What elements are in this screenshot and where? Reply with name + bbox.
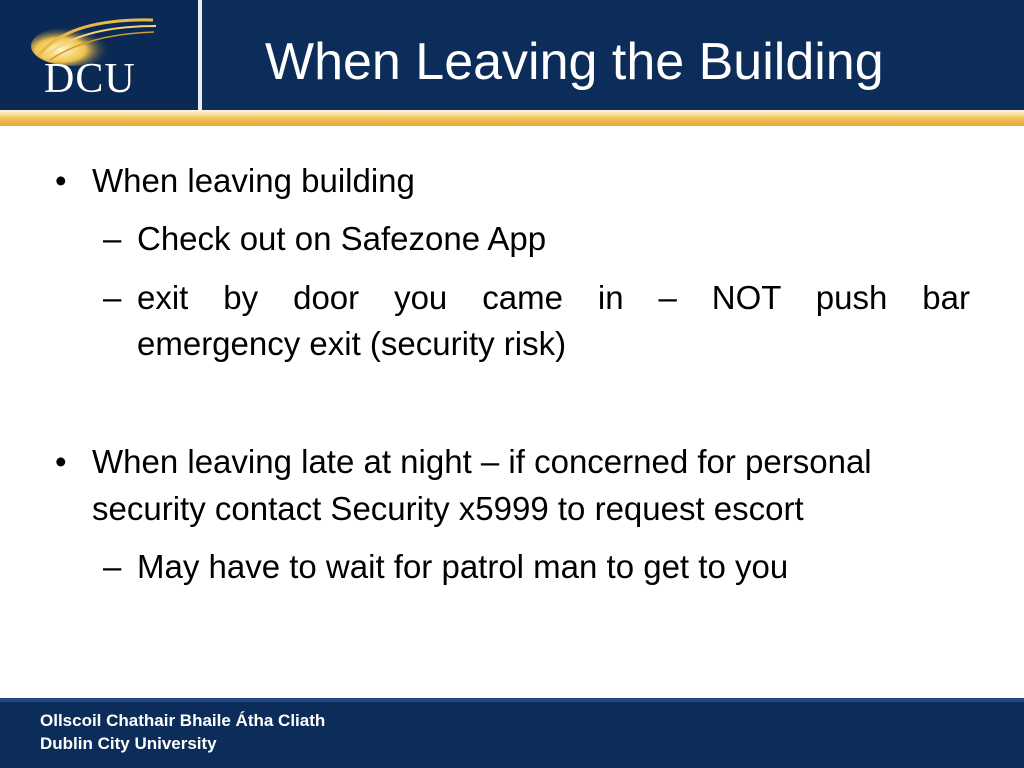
bullet-icon: •: [55, 162, 67, 199]
bullet-item-text-continued: security contact Security x5999 to request escort: [92, 490, 804, 527]
page-title: When Leaving the Building: [265, 33, 884, 91]
bullet-item-text: When leaving late at night – if concerned for personal: [92, 443, 872, 480]
sub-item-text-continued: emergency exit (security risk): [137, 325, 567, 362]
dash-icon: –: [103, 548, 122, 585]
bullet-item-text: When leaving building: [92, 162, 415, 199]
footer-divider: [0, 698, 1024, 702]
dash-icon: –: [103, 279, 122, 316]
sub-item-text: May have to wait for patrol man to get to you: [137, 548, 789, 585]
sub-item-text: exit by door you came in – NOT push bar: [137, 279, 970, 316]
bullet-icon: •: [55, 443, 67, 480]
footer-english-name: Dublin City University: [40, 734, 217, 753]
dash-icon: –: [103, 220, 122, 257]
logo-text: DCU: [44, 56, 136, 102]
footer-irish-name: Ollscoil Chathair Bhaile Átha Cliath: [40, 711, 326, 730]
footer-bar: [0, 698, 1024, 768]
sub-item-text: Check out on Safezone App: [137, 220, 547, 257]
